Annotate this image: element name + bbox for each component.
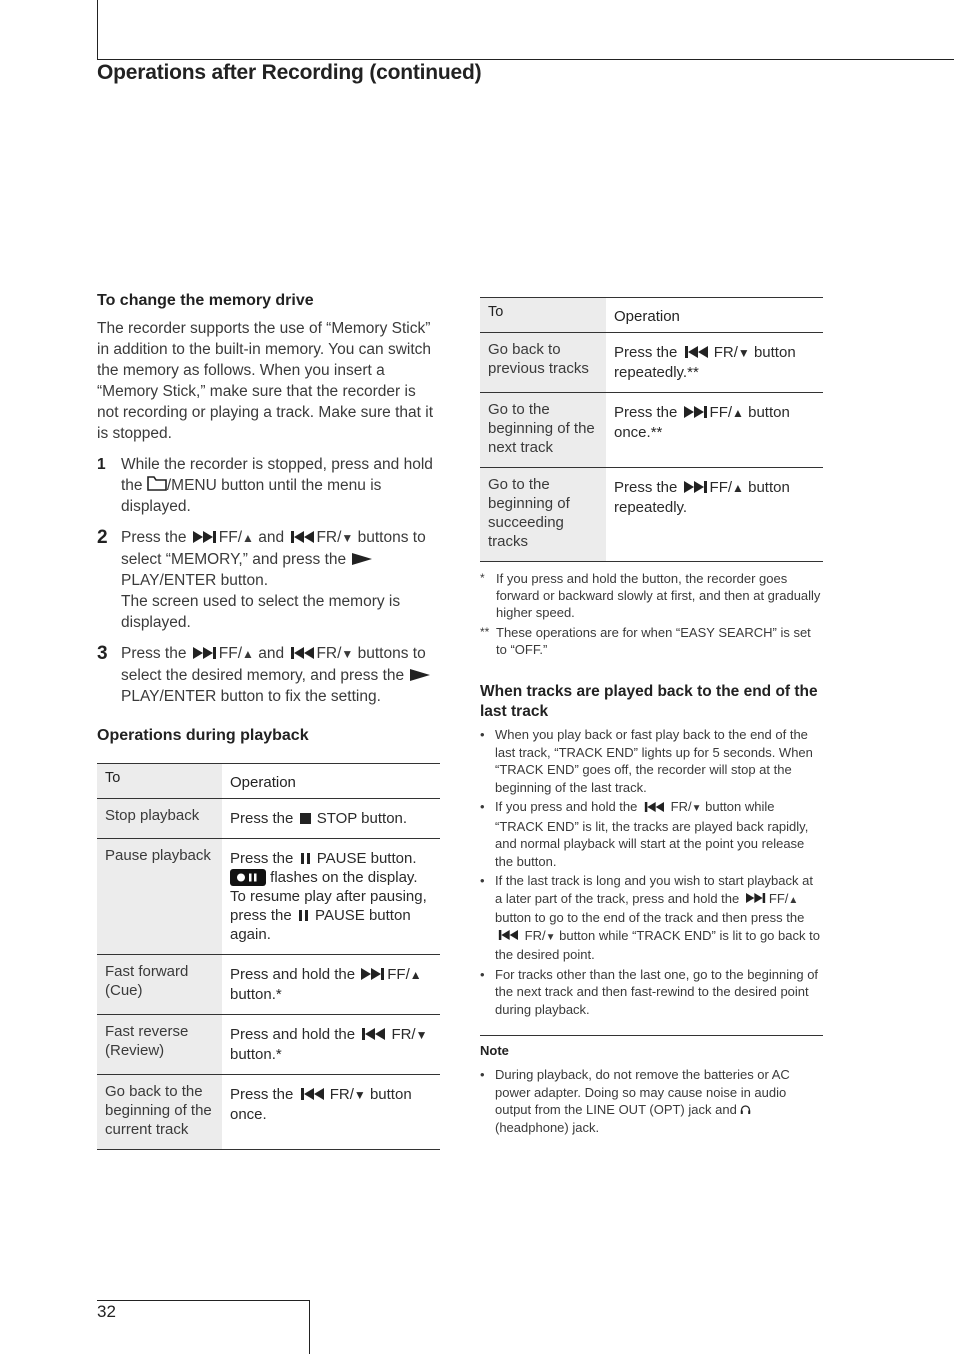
header-frame-rule — [97, 59, 954, 60]
fr-label: FR/ — [316, 645, 342, 662]
table-header-row — [480, 298, 823, 333]
column-header-to: To — [480, 298, 606, 333]
row-operation — [222, 955, 440, 1015]
operation-text: Press and hold the — [230, 966, 356, 983]
bullet-text: When you play back or fast play back to the end of the last track, “TRACK END” lights up for 5 seconds. When “TRACK END” goes off, the recorder will stop at the beginning of the last track. — [495, 727, 813, 795]
step-text: buttons to select the desired memory, and press the — [121, 645, 426, 684]
rewind-icon — [290, 531, 314, 543]
operation-text: FR/ — [329, 1086, 354, 1103]
row-operation — [606, 333, 823, 393]
left-column — [97, 292, 440, 1150]
fr-label: FR/ — [316, 529, 342, 546]
operation-text: PAUSE button again. — [230, 907, 411, 943]
pause-icon — [300, 853, 311, 864]
ff-label: FF/ — [218, 645, 243, 662]
bullet-text: FF/ — [768, 890, 789, 906]
table-row — [97, 799, 440, 839]
operation-text: Press the — [614, 479, 678, 496]
column-header-operation: Operation — [222, 764, 440, 799]
operation-text: button.* — [230, 1046, 282, 1063]
operation-text: button repeatedly. — [614, 479, 790, 516]
note-text: During playback, do not remove the batteries or AC power adapter. Doing so may cause noise in audio output from the LINE OUT (OPT) jack and — [495, 1067, 790, 1117]
fast-forward-icon — [193, 531, 217, 543]
track-end-bullets — [480, 726, 823, 1018]
row-action: Fast reverse (Review) — [97, 1015, 222, 1075]
footnote — [480, 624, 823, 658]
footnote-mark: * — [480, 571, 485, 585]
operation-text: FR/ — [713, 344, 738, 361]
folder-icon — [147, 476, 167, 491]
memory-drive-heading: To change the memory drive — [97, 292, 314, 309]
step-text: PLAY/ENTER button. — [121, 572, 269, 589]
row-action: Pause playback — [97, 839, 222, 955]
table-row — [97, 839, 440, 955]
bullet-text: button to go to the end of the track and then press the — [495, 910, 805, 925]
operation-text: Press the — [230, 1086, 294, 1103]
operation-text: FF/ — [709, 479, 733, 496]
footnotes — [480, 570, 823, 658]
down-triangle-icon: ▼ — [341, 531, 354, 545]
table-row — [480, 468, 823, 562]
footer-frame-right — [309, 1300, 310, 1354]
rewind-icon — [361, 1028, 385, 1040]
footnote-text: If you press and hold the button, the recorder goes forward or backward slowly at first, and then at gradually higher speed. — [496, 571, 821, 620]
up-triangle-icon: ▲ — [242, 531, 254, 545]
bullet-text: button while “TRACK END” is lit to go back to the desired point. — [495, 927, 820, 962]
step-text: While the recorder is stopped, press and hold the — [121, 456, 433, 494]
step-text: PLAY/ENTER button to fix the setting. — [121, 688, 381, 705]
operation-text: Press and hold the — [230, 1026, 356, 1043]
list-item: • During playback, do not remove the batteries or AC power adapter. Doing so may cause noise in audio output from the LINE OUT (OPT) jack and (headphone) jack. — [480, 1067, 790, 1135]
step-text: Press the — [121, 645, 187, 662]
fast-forward-icon — [684, 406, 708, 418]
fast-forward-icon — [361, 968, 385, 980]
row-action: Go to the beginning of the next track — [480, 393, 606, 468]
rewind-icon — [497, 930, 519, 940]
column-header-operation: Operation — [606, 298, 823, 333]
operation-text: Press the — [230, 810, 294, 827]
bullet-text: If you press and hold the — [495, 799, 638, 814]
row-operation — [606, 468, 823, 562]
down-triangle-icon: ▼ — [353, 1088, 366, 1102]
note-bullets — [480, 1066, 823, 1136]
bullet-text: FR/ — [524, 927, 546, 943]
step-number: 3 — [97, 643, 108, 664]
right-column — [480, 297, 823, 1020]
row-operation — [222, 799, 440, 839]
list-item: • If you press and hold the FR/▼ button while “TRACK END” is lit, the tracks are played back rapidly, and normal playback will start at the point you release the button. — [480, 799, 809, 869]
rewind-icon — [300, 1088, 324, 1100]
operation-text: Press the — [230, 850, 294, 867]
table-row — [97, 955, 440, 1015]
table-row — [480, 333, 823, 393]
operation-text: button once.** — [614, 404, 790, 441]
pause-display-indicator-icon — [230, 869, 266, 886]
up-triangle-icon: ▲ — [242, 647, 254, 661]
bullet-text: For tracks other than the last one, go to the beginning of the next track and then fast-rewind to the desired point during playback. — [495, 966, 819, 1017]
column-header-to: To — [97, 764, 222, 799]
footnote — [480, 570, 823, 621]
rewind-icon — [290, 647, 314, 659]
headphone-icon — [740, 1104, 751, 1115]
up-triangle-icon: ▲ — [732, 406, 744, 420]
up-triangle-icon: ▲ — [732, 481, 744, 495]
row-operation — [222, 1075, 440, 1150]
row-action: Stop playback — [97, 799, 222, 839]
table-row — [97, 1075, 440, 1150]
down-triangle-icon: ▼ — [691, 803, 702, 814]
rewind-icon — [684, 346, 708, 358]
ff-label: FF/ — [218, 529, 243, 546]
step-3 — [97, 643, 440, 707]
footer-rule — [97, 1300, 309, 1301]
table-header-row — [97, 764, 440, 799]
operation-text: STOP button. — [316, 810, 408, 827]
bullet-text: button while “TRACK END” is lit, the tracks are played back rapidly, and normal playback will start at the point you release the button. — [495, 799, 809, 869]
operation-text: button once. — [230, 1086, 412, 1123]
and-text: and — [258, 645, 285, 662]
note-label: Note — [480, 1043, 509, 1058]
header-frame-left — [97, 0, 98, 60]
operation-text: PAUSE button. — [316, 850, 417, 867]
up-triangle-icon: ▲ — [409, 968, 422, 982]
row-action: Go back to previous tracks — [480, 333, 606, 393]
up-triangle-icon: ▲ — [788, 894, 799, 906]
operation-text: FF/ — [709, 404, 733, 421]
step-result: The screen used to select the memory is displayed. — [121, 593, 401, 631]
down-triangle-icon: ▼ — [737, 346, 750, 360]
fast-forward-icon — [745, 893, 767, 903]
track-end-heading: When tracks are played back to the end of the last track — [480, 683, 818, 720]
stop-icon — [300, 813, 311, 824]
operation-text: Press the — [614, 344, 678, 361]
step-text: buttons to select “MEMORY,” and press the — [121, 529, 426, 568]
list-item: • If the last track is long and you wish to start playback at a later part of the track, press and hold the FF/▲ button to go to the end of the track and then press the FR/▼ button while “TRACK END” is lit to go back to the desired point. — [480, 873, 820, 962]
bullet-text: FR/ — [670, 799, 692, 814]
table-row — [97, 1015, 440, 1075]
bullet-text: If the last track is long and you wish to start playback at a later part of the track, press and hold the — [495, 873, 813, 906]
note-box — [480, 1035, 823, 1138]
playback-operations-table — [97, 763, 440, 1150]
row-operation — [222, 1015, 440, 1075]
row-action: Fast forward (Cue) — [97, 955, 222, 1015]
operation-text: button.* — [230, 986, 282, 1003]
row-operation — [606, 393, 823, 468]
down-triangle-icon: ▼ — [545, 931, 556, 943]
operation-text: flashes on the display. To resume play after pausing, press the — [230, 869, 427, 924]
memory-drive-intro: The recorder supports the use of “Memory Stick” in addition to the built-in memory. You can switch the memory as follows. When you insert a “Memory Stick,” make sure that the recorder is not recording or playing a track. Make sure that it is stopped. — [97, 320, 433, 442]
table-row — [480, 393, 823, 468]
pause-icon — [298, 910, 309, 921]
operation-text: FR/ — [391, 1026, 416, 1043]
fast-forward-icon — [684, 481, 708, 493]
play-icon — [410, 669, 430, 681]
page-title: Operations after Recording (continued) — [97, 61, 482, 84]
play-icon — [352, 553, 372, 565]
operation-text: Press the — [614, 404, 678, 421]
list-item: • When you play back or fast play back to the end of the last track, “TRACK END” lights up for 5 seconds. When “TRACK END” goes off, the recorder will stop at the beginning of the last track. — [480, 726, 823, 796]
step-1 — [97, 454, 440, 517]
note-text: (headphone) jack. — [495, 1119, 600, 1135]
playback-operations-heading: Operations during playback — [97, 727, 309, 744]
step-number: 2 — [97, 527, 108, 548]
rewind-icon — [643, 802, 665, 812]
row-operation — [222, 839, 440, 955]
down-triangle-icon: ▼ — [415, 1028, 428, 1042]
operation-text: FF/ — [387, 966, 410, 983]
footnote-mark: ** — [480, 625, 490, 639]
step-number: 1 — [97, 456, 106, 473]
list-item: • For tracks other than the last one, go to the beginning of the next track and then fast-rewind to the desired point during playback. — [480, 966, 823, 1019]
and-text: and — [258, 529, 285, 546]
footnote-text: These operations are for when “EASY SEARCH” is set to “OFF.” — [496, 625, 811, 657]
track-search-table — [480, 297, 823, 562]
fast-forward-icon — [193, 647, 217, 659]
step-text: Press the — [121, 529, 187, 546]
operation-text: button repeatedly.** — [614, 344, 796, 381]
page-number: 32 — [97, 1302, 116, 1321]
row-action: Go back to the beginning of the current track — [97, 1075, 222, 1150]
step-text: /MENU button until the menu is displayed. — [121, 477, 382, 515]
row-action: Go to the beginning of succeeding tracks — [480, 468, 606, 562]
down-triangle-icon: ▼ — [341, 647, 354, 661]
step-2 — [97, 527, 440, 633]
